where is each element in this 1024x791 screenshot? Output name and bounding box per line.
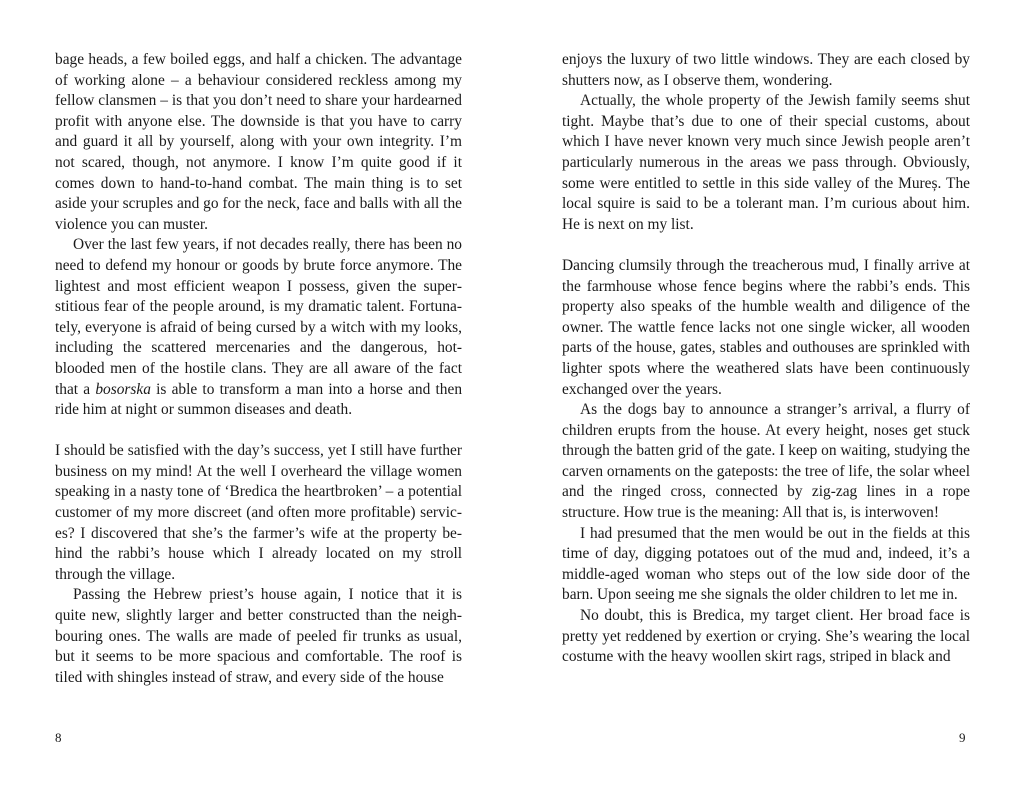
paragraph: I had presumed that the men would be out in the fields at this time of day, digging potatoes out of the mud and, indeed, it’s a middle-aged woman who steps out of the low side door of the barn. Upon seeing me she signals the older children to let me in. — [562, 524, 970, 604]
right-page-text — [562, 50, 970, 668]
paragraph-text: Over the last few years, if not decades really, there has been no need to defend my honour or goods by brute force anymore. The lightest and most efficient weapon I possess, given the superstitious fear of the people around, is my dramatic talent. Fortunately, everyone is afraid of being cursed by a witch with my looks, including the scattered mercenaries and the dangerous, hot-blooded men of the hostile clans. They are all aware of the fact that a — [55, 236, 462, 398]
page-number: 9 — [959, 730, 966, 745]
paragraph: As the dogs bay to announce a stranger’s arrival, a flurry of children erupts from the house. At every height, noses get stuck through the batten grid of the gate. I keep on waiting, studying the carven ornaments on the gateposts: the tree of life, the solar wheel and the ringed cross, connected by zig-zag lines in a rope structure. How true is the meaning: All that is, is interwoven! — [562, 401, 970, 522]
paragraph — [55, 235, 462, 420]
paragraph: Actually, the whole property of the Jewish family seems shut tight. Maybe that’s due to one of their special customs, about which I have never known very much since Jewish people aren’t particularly numerous in the areas we pass through. Obviously, some were entitled to settle in this side valley of the Mureș. The local squire is said to be a tolerant man. I’m curious about him. He is next on my list. — [562, 92, 970, 233]
paragraph: I should be satisfied with the day’s success, yet I still have further business on my mind! At the well I overheard the village women speaking in a nasty tone of ‘Bredica the heartbroken’ – a potential customer of my more discreet (and often more profitable) services? I discovered that she’s the farmer’s wife at the property behind the rabbi’s house which I already located on my stroll through the village. — [55, 442, 462, 583]
left-page-text — [55, 50, 462, 688]
paragraph: Passing the Hebrew priest’s house again, I notice that it is quite new, slightly larger and better constructed than the neighbouring ones. The walls are made of peeled fir trunks as usual, but it seems to be more spacious and comfortable. The roof is tiled with shingles instead of straw, and every side of the house — [55, 586, 462, 686]
right-page — [512, 0, 1024, 791]
page-number: 8 — [55, 730, 62, 745]
paragraph: Dancing clumsily through the treacherous mud, I finally arrive at the farmhouse whose fence begins where the rabbi’s ends. This property also speaks of the humble wealth and diligence of the owner. The wattle fence lacks not one single wicker, all wooden parts of the house, gates, stables and outhouses are sprinkled with lighter spots where the weathered slats have been continuously exchanged over the years. — [562, 256, 970, 398]
paragraph-text: is able to transform a man into a horse and then ride him at night or summon diseases and death. — [55, 380, 463, 419]
paragraph: enjoys the luxury of two little windows. They are each closed by shutters now, as I observe them, wondering. — [562, 51, 970, 89]
paragraph: No doubt, this is Bredica, my target client. Her broad face is pretty yet reddened by exertion or crying. She’s wearing the local costume with the heavy woollen skirt rags, striped in black and — [562, 607, 970, 666]
italic-term: bosorska — [95, 380, 151, 398]
paragraph: bage heads, a few boiled eggs, and half a chicken. The advantage of working alone – a behaviour considered reckless among my fellow clansmen – is that you don’t need to share your hardearned profit with anyone else. The downside is that you have to carry and guard it all by yourself, along with your own integrity. I’m not scared, though, not anymore. I know I’m quite good if it comes down to hand-to-hand combat. The main thing is to set aside your scruples and go for the neck, face and balls with all the violence you can muster. — [55, 51, 462, 233]
